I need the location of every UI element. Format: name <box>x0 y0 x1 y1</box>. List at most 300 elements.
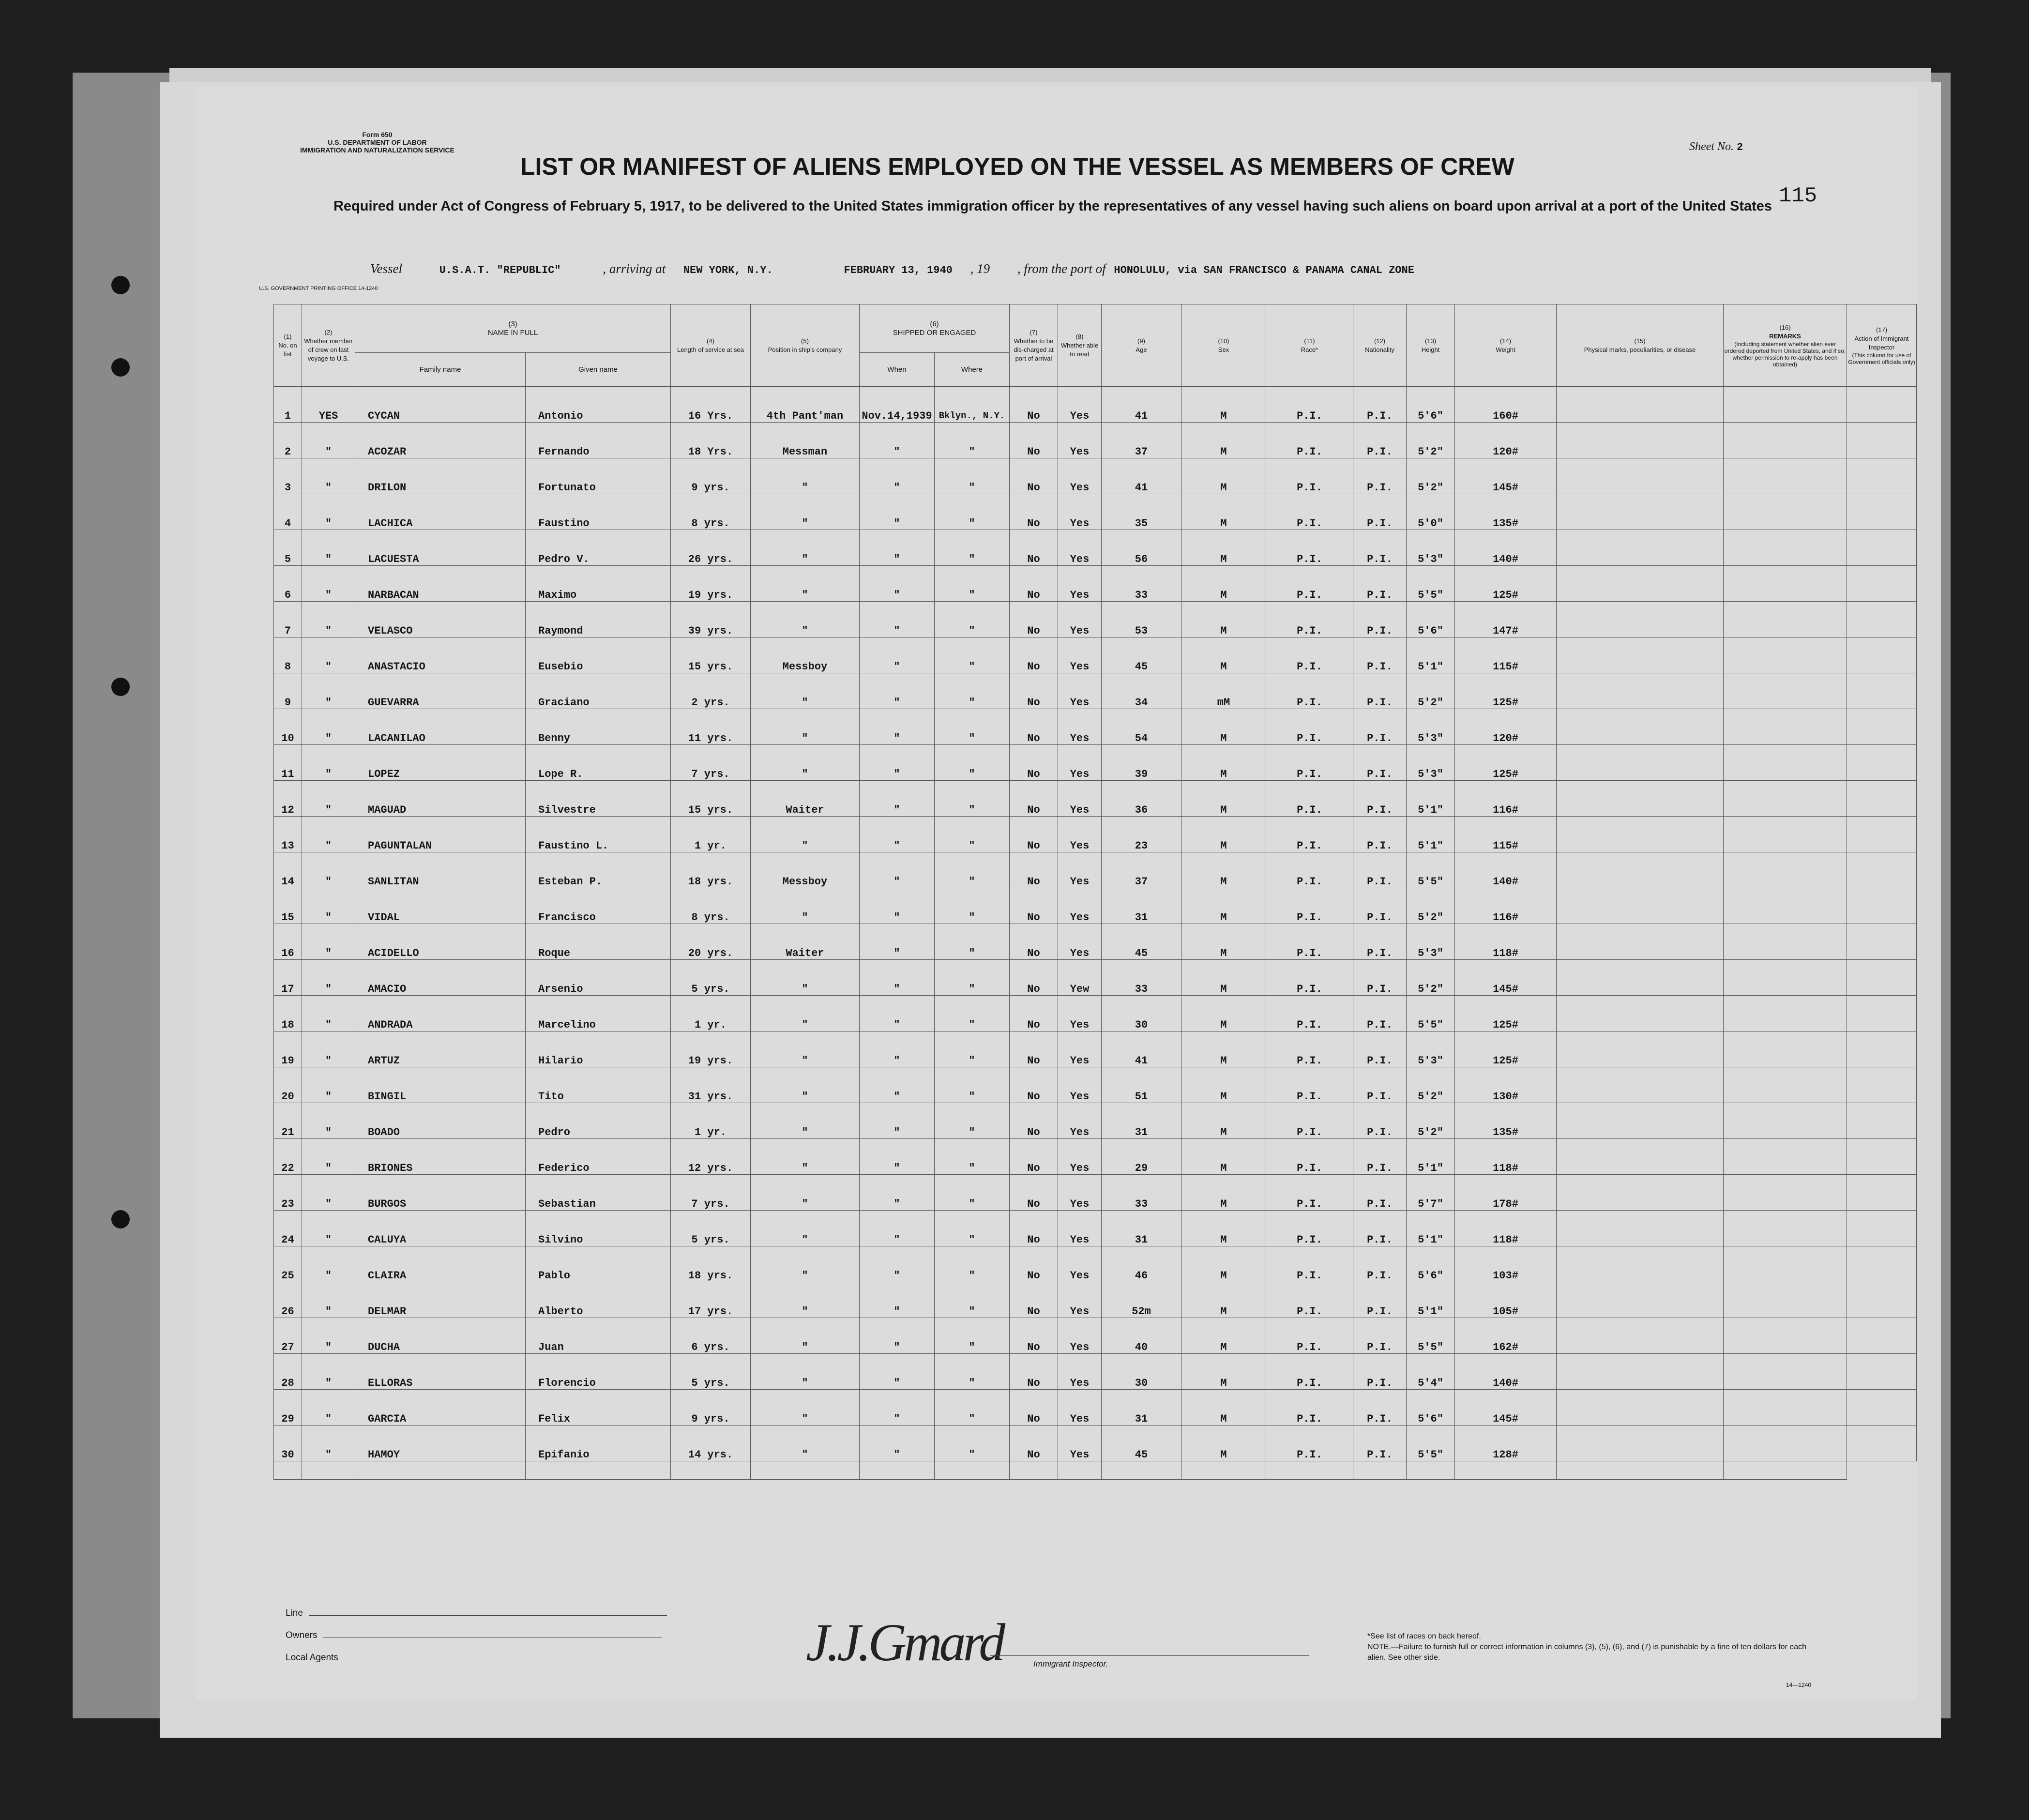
shipped-where-cell: " <box>935 1211 1010 1246</box>
discharged-cell: No <box>1010 1067 1058 1103</box>
table-row <box>274 673 1917 709</box>
nationality-cell: P.I. <box>1353 709 1407 745</box>
inspector-action-cell <box>1847 1390 1917 1426</box>
inspector-action-cell <box>1847 1318 1917 1354</box>
age-cell: 31 <box>1102 1390 1181 1426</box>
family-name-cell: ARTUZ <box>355 1031 526 1067</box>
nationality-cell: P.I. <box>1353 1282 1407 1318</box>
shipped-when-cell: " <box>860 1246 935 1282</box>
race-note: *See list of races on back hereof. <box>1367 1632 1481 1640</box>
vessel-label: Vessel <box>370 261 402 276</box>
able-to-read-cell: Yes <box>1058 673 1102 709</box>
inspector-action-cell <box>1847 423 1917 458</box>
shipped-where-cell: " <box>935 673 1010 709</box>
given-name-cell: Faustino L. <box>526 817 671 852</box>
row-number-cell: 7 <box>274 602 302 637</box>
race-cell: P.I. <box>1266 494 1353 530</box>
member-flag-cell: YES <box>302 387 355 423</box>
race-cell: P.I. <box>1266 1067 1353 1103</box>
remarks-cell <box>1724 1139 1847 1175</box>
sheet-label: Sheet No. <box>1689 140 1734 153</box>
height-cell: 5'6" <box>1407 1246 1455 1282</box>
discharged-cell: No <box>1010 1175 1058 1211</box>
row-number-cell: 17 <box>274 960 302 996</box>
shipped-when-cell: " <box>860 1318 935 1354</box>
header-row <box>274 304 1917 324</box>
discharged-cell: No <box>1010 1282 1058 1318</box>
inspector-action-cell <box>1847 530 1917 566</box>
service-length-cell: 6 yrs. <box>671 1318 751 1354</box>
able-to-read-cell: Yes <box>1058 494 1102 530</box>
member-flag-cell: " <box>302 888 355 924</box>
row-number-cell: 22 <box>274 1139 302 1175</box>
weight-cell: 160# <box>1455 387 1557 423</box>
position-cell: " <box>751 494 860 530</box>
weight-cell: 125# <box>1455 996 1557 1031</box>
member-flag-cell: " <box>302 1031 355 1067</box>
crew-rows <box>274 387 1917 1461</box>
height-cell: 5'3" <box>1407 924 1455 960</box>
age-cell: 36 <box>1102 781 1181 817</box>
row-number-cell: 19 <box>274 1031 302 1067</box>
sex-cell: M <box>1181 888 1266 924</box>
race-cell: P.I. <box>1266 852 1353 888</box>
race-cell: P.I. <box>1266 1282 1353 1318</box>
manifest-sheet <box>196 87 1917 1699</box>
shipped-when-cell: " <box>860 637 935 673</box>
nationality-cell: P.I. <box>1353 960 1407 996</box>
service-length-cell: 15 yrs. <box>671 637 751 673</box>
discharged-cell: No <box>1010 1031 1058 1067</box>
nationality-cell: P.I. <box>1353 1067 1407 1103</box>
nationality-cell: P.I. <box>1353 924 1407 960</box>
given-name-cell: Silvino <box>526 1211 671 1246</box>
height-cell: 5'0" <box>1407 494 1455 530</box>
col-height-header: (13) Height <box>1407 304 1455 387</box>
nationality-cell: P.I. <box>1353 1390 1407 1426</box>
position-cell: " <box>751 960 860 996</box>
row-number-cell: 2 <box>274 423 302 458</box>
remarks-cell <box>1724 1354 1847 1390</box>
sex-cell: M <box>1181 566 1266 602</box>
height-cell: 5'6" <box>1407 1390 1455 1426</box>
shipped-where-cell: Bklyn., N.Y. <box>935 387 1010 423</box>
family-name-cell: CLAIRA <box>355 1246 526 1282</box>
height-cell: 5'3" <box>1407 1031 1455 1067</box>
shipped-where-cell: " <box>935 1390 1010 1426</box>
position-cell: " <box>751 996 860 1031</box>
service-length-cell: 9 yrs. <box>671 458 751 494</box>
page-title: LIST OR MANIFEST OF ALIENS EMPLOYED ON THE VESSEL AS MEMBERS OF CREW <box>520 153 1514 180</box>
age-cell: 30 <box>1102 1354 1181 1390</box>
member-flag-cell: " <box>302 530 355 566</box>
nationality-cell: P.I. <box>1353 637 1407 673</box>
discharged-cell: No <box>1010 673 1058 709</box>
discharged-cell: No <box>1010 1211 1058 1246</box>
service-length-cell: 12 yrs. <box>671 1139 751 1175</box>
able-to-read-cell: Yes <box>1058 387 1102 423</box>
remarks-cell <box>1724 1426 1847 1461</box>
race-cell: P.I. <box>1266 566 1353 602</box>
weight-cell: 140# <box>1455 852 1557 888</box>
sex-cell: M <box>1181 1211 1266 1246</box>
member-flag-cell: " <box>302 852 355 888</box>
able-to-read-cell: Yes <box>1058 817 1102 852</box>
position-cell: " <box>751 673 860 709</box>
discharged-cell: No <box>1010 1139 1058 1175</box>
sex-cell: M <box>1181 1139 1266 1175</box>
weight-cell: 140# <box>1455 1354 1557 1390</box>
table-row <box>274 1282 1917 1318</box>
nationality-cell: P.I. <box>1353 530 1407 566</box>
able-to-read-cell: Yes <box>1058 852 1102 888</box>
height-cell: 5'2" <box>1407 1103 1455 1139</box>
given-name-cell: Faustino <box>526 494 671 530</box>
shipped-where-cell: " <box>935 494 1010 530</box>
sex-cell: M <box>1181 1246 1266 1282</box>
race-cell: P.I. <box>1266 996 1353 1031</box>
member-flag-cell: " <box>302 924 355 960</box>
row-number-cell: 29 <box>274 1390 302 1426</box>
able-to-read-cell: Yes <box>1058 1390 1102 1426</box>
inspector-action-cell <box>1847 494 1917 530</box>
service-length-cell: 26 yrs. <box>671 530 751 566</box>
able-to-read-cell: Yes <box>1058 888 1102 924</box>
height-cell: 5'1" <box>1407 1282 1455 1318</box>
weight-cell: 118# <box>1455 924 1557 960</box>
table-row <box>274 1175 1917 1211</box>
shipped-when-cell: " <box>860 1031 935 1067</box>
discharged-cell: No <box>1010 602 1058 637</box>
given-name-cell: Fernando <box>526 423 671 458</box>
physical-marks-cell <box>1557 1175 1724 1211</box>
row-number-cell: 18 <box>274 996 302 1031</box>
weight-cell: 178# <box>1455 1175 1557 1211</box>
shipped-where-cell: " <box>935 1282 1010 1318</box>
family-name-cell: MAGUAD <box>355 781 526 817</box>
shipped-when-cell: " <box>860 566 935 602</box>
height-cell: 5'1" <box>1407 637 1455 673</box>
discharged-cell: No <box>1010 1246 1058 1282</box>
member-flag-cell: " <box>302 1354 355 1390</box>
able-to-read-cell: Yew <box>1058 960 1102 996</box>
remarks-cell <box>1724 602 1847 637</box>
shipped-where-cell: " <box>935 1067 1010 1103</box>
given-name-cell: Esteban P. <box>526 852 671 888</box>
discharged-cell: No <box>1010 996 1058 1031</box>
able-to-read-cell: Yes <box>1058 1103 1102 1139</box>
race-cell: P.I. <box>1266 745 1353 781</box>
given-name-cell: Benny <box>526 709 671 745</box>
inspector-action-cell <box>1847 781 1917 817</box>
family-name-cell: ELLORAS <box>355 1354 526 1390</box>
footnotes <box>1367 1631 1817 1663</box>
shipped-when-cell: " <box>860 709 935 745</box>
weight-cell: 145# <box>1455 1390 1557 1426</box>
remarks-cell <box>1724 1031 1847 1067</box>
weight-cell: 125# <box>1455 673 1557 709</box>
able-to-read-cell: Yes <box>1058 1031 1102 1067</box>
shipped-where-cell: " <box>935 1175 1010 1211</box>
physical-marks-cell <box>1557 745 1724 781</box>
age-cell: 53 <box>1102 602 1181 637</box>
table-row <box>274 996 1917 1031</box>
race-cell: P.I. <box>1266 530 1353 566</box>
able-to-read-cell: Yes <box>1058 1282 1102 1318</box>
race-cell: P.I. <box>1266 1426 1353 1461</box>
table-row <box>274 387 1917 423</box>
given-name-cell: Silvestre <box>526 781 671 817</box>
table-row <box>274 530 1917 566</box>
from-label: , from the port of <box>1017 261 1106 276</box>
nationality-cell: P.I. <box>1353 1175 1407 1211</box>
height-cell: 5'3" <box>1407 530 1455 566</box>
shipped-where-cell: " <box>935 1354 1010 1390</box>
department-name: U.S. DEPARTMENT OF LABOR <box>328 138 427 146</box>
given-name-cell: Antonio <box>526 387 671 423</box>
service-length-cell: 7 yrs. <box>671 745 751 781</box>
service-length-cell: 15 yrs. <box>671 781 751 817</box>
discharged-cell: No <box>1010 781 1058 817</box>
nationality-cell: P.I. <box>1353 423 1407 458</box>
discharged-cell: No <box>1010 960 1058 996</box>
col-discharged-header: (7) Whether to be dis-charged at port of arrival <box>1010 304 1058 387</box>
race-cell: P.I. <box>1266 1211 1353 1246</box>
height-cell: 5'1" <box>1407 817 1455 852</box>
family-name-header: Family name <box>355 353 526 387</box>
discharged-cell: No <box>1010 1354 1058 1390</box>
table-row <box>274 1426 1917 1461</box>
race-cell: P.I. <box>1266 1246 1353 1282</box>
family-name-cell: VELASCO <box>355 602 526 637</box>
service-length-cell: 2 yrs. <box>671 673 751 709</box>
position-cell: " <box>751 1246 860 1282</box>
discharged-cell: No <box>1010 709 1058 745</box>
weight-cell: 145# <box>1455 960 1557 996</box>
inspector-action-cell <box>1847 602 1917 637</box>
shipped-when-cell: " <box>860 1354 935 1390</box>
weight-cell: 125# <box>1455 566 1557 602</box>
arriving-label: , arriving at <box>603 261 666 276</box>
col-position-header: (5) Position in ship's company <box>751 304 860 387</box>
shipped-when-cell: " <box>860 888 935 924</box>
physical-marks-cell <box>1557 817 1724 852</box>
given-name-cell: Pedro <box>526 1103 671 1139</box>
age-cell: 41 <box>1102 1031 1181 1067</box>
shipped-when-cell: " <box>860 1282 935 1318</box>
family-name-cell: DELMAR <box>355 1282 526 1318</box>
weight-cell: 147# <box>1455 602 1557 637</box>
inspector-action-cell <box>1847 1103 1917 1139</box>
table-row <box>274 745 1917 781</box>
race-cell: P.I. <box>1266 602 1353 637</box>
sex-cell: M <box>1181 781 1266 817</box>
height-cell: 5'5" <box>1407 996 1455 1031</box>
able-to-read-cell: Yes <box>1058 924 1102 960</box>
service-length-cell: 8 yrs. <box>671 494 751 530</box>
remarks-cell <box>1724 566 1847 602</box>
remarks-cell <box>1724 1390 1847 1426</box>
position-cell: " <box>751 1211 860 1246</box>
member-flag-cell: " <box>302 1426 355 1461</box>
nationality-cell: P.I. <box>1353 1103 1407 1139</box>
col-marks-header: (15) Physical marks, peculiarities, or disease <box>1557 304 1724 387</box>
age-cell: 45 <box>1102 637 1181 673</box>
physical-marks-cell <box>1557 494 1724 530</box>
able-to-read-cell: Yes <box>1058 458 1102 494</box>
sex-cell: M <box>1181 530 1266 566</box>
discharged-cell: No <box>1010 458 1058 494</box>
row-number-cell: 6 <box>274 566 302 602</box>
physical-marks-cell <box>1557 960 1724 996</box>
shipped-when-cell: " <box>860 745 935 781</box>
col-weight-header: (14) Weight <box>1455 304 1557 387</box>
physical-marks-cell <box>1557 888 1724 924</box>
nationality-cell: P.I. <box>1353 1031 1407 1067</box>
member-flag-cell: " <box>302 423 355 458</box>
inspector-action-cell <box>1847 566 1917 602</box>
height-cell: 5'1" <box>1407 1211 1455 1246</box>
table-row <box>274 637 1917 673</box>
shipped-where-cell: " <box>935 1426 1010 1461</box>
height-cell: 5'2" <box>1407 423 1455 458</box>
position-cell: 4th Pant'man <box>751 387 860 423</box>
physical-marks-cell <box>1557 1103 1724 1139</box>
sex-cell: M <box>1181 960 1266 996</box>
row-number-cell: 25 <box>274 1246 302 1282</box>
remarks-cell <box>1724 387 1847 423</box>
nationality-cell: P.I. <box>1353 494 1407 530</box>
row-number-cell: 26 <box>274 1282 302 1318</box>
inspector-action-cell <box>1847 924 1917 960</box>
position-cell: " <box>751 745 860 781</box>
inspector-action-cell <box>1847 637 1917 673</box>
given-name-cell: Federico <box>526 1139 671 1175</box>
physical-marks-cell <box>1557 566 1724 602</box>
weight-cell: 135# <box>1455 494 1557 530</box>
family-name-cell: GARCIA <box>355 1390 526 1426</box>
race-cell: P.I. <box>1266 888 1353 924</box>
position-cell: Waiter <box>751 924 860 960</box>
nationality-cell: P.I. <box>1353 673 1407 709</box>
family-name-cell: CYCAN <box>355 387 526 423</box>
shipped-where-cell: " <box>935 888 1010 924</box>
footer-labels <box>286 1602 667 1669</box>
member-flag-cell: " <box>302 458 355 494</box>
physical-marks-cell <box>1557 1354 1724 1390</box>
table-row <box>274 1103 1917 1139</box>
family-name-cell: DRILON <box>355 458 526 494</box>
nationality-cell: P.I. <box>1353 1211 1407 1246</box>
shipped-where-cell: " <box>935 1103 1010 1139</box>
table-row <box>274 1067 1917 1103</box>
row-number-cell: 11 <box>274 745 302 781</box>
col-action-header: (17) Action of Immigrant Inspector (This column for use of Government officials only) <box>1847 304 1917 387</box>
table-row <box>274 494 1917 530</box>
table-row <box>274 960 1917 996</box>
race-cell: P.I. <box>1266 817 1353 852</box>
discharged-cell: No <box>1010 494 1058 530</box>
row-number-cell: 12 <box>274 781 302 817</box>
position-cell: " <box>751 530 860 566</box>
physical-marks-cell <box>1557 781 1724 817</box>
member-flag-cell: " <box>302 494 355 530</box>
given-name-cell: Florencio <box>526 1354 671 1390</box>
shipped-when-cell: " <box>860 1426 935 1461</box>
able-to-read-cell: Yes <box>1058 1318 1102 1354</box>
row-number-cell: 23 <box>274 1175 302 1211</box>
nationality-cell: P.I. <box>1353 1354 1407 1390</box>
page-number: 115 <box>1779 184 1817 208</box>
col-race-header: (11) Race* <box>1266 304 1353 387</box>
shipped-when-cell: " <box>860 817 935 852</box>
able-to-read-cell: Yes <box>1058 1211 1102 1246</box>
member-flag-cell: " <box>302 1175 355 1211</box>
nationality-cell: P.I. <box>1353 996 1407 1031</box>
remarks-cell <box>1724 924 1847 960</box>
inspector-action-cell <box>1847 1175 1917 1211</box>
inspector-action-cell <box>1847 960 1917 996</box>
height-cell: 5'1" <box>1407 781 1455 817</box>
shipped-when-cell: " <box>860 673 935 709</box>
race-cell: P.I. <box>1266 1390 1353 1426</box>
discharged-cell: No <box>1010 1103 1058 1139</box>
row-number-cell: 9 <box>274 673 302 709</box>
sex-cell: M <box>1181 1390 1266 1426</box>
row-number-cell: 16 <box>274 924 302 960</box>
race-cell: P.I. <box>1266 709 1353 745</box>
age-cell: 41 <box>1102 458 1181 494</box>
member-flag-cell: " <box>302 817 355 852</box>
inspector-action-cell <box>1847 387 1917 423</box>
weight-cell: 115# <box>1455 637 1557 673</box>
position-cell: Waiter <box>751 781 860 817</box>
member-flag-cell: " <box>302 1246 355 1282</box>
given-name-cell: Tito <box>526 1067 671 1103</box>
col-age-header: (9) Age <box>1102 304 1181 387</box>
service-length-cell: 11 yrs. <box>671 709 751 745</box>
position-cell: " <box>751 1103 860 1139</box>
given-name-cell: Juan <box>526 1318 671 1354</box>
sex-cell: M <box>1181 494 1266 530</box>
race-cell: P.I. <box>1266 458 1353 494</box>
sex-cell: M <box>1181 817 1266 852</box>
remarks-cell <box>1724 996 1847 1031</box>
row-number-cell: 13 <box>274 817 302 852</box>
col-member-header: (2) Whether member of crew on last voyage to U.S. <box>302 304 355 387</box>
member-flag-cell: " <box>302 602 355 637</box>
age-cell: 37 <box>1102 852 1181 888</box>
remarks-cell <box>1724 1103 1847 1139</box>
inspector-action-cell <box>1847 673 1917 709</box>
nationality-cell: P.I. <box>1353 888 1407 924</box>
race-cell: P.I. <box>1266 387 1353 423</box>
race-cell: P.I. <box>1266 781 1353 817</box>
discharged-cell: No <box>1010 566 1058 602</box>
height-cell: 5'3" <box>1407 709 1455 745</box>
position-cell: " <box>751 1426 860 1461</box>
height-cell: 5'3" <box>1407 745 1455 781</box>
position-cell: " <box>751 888 860 924</box>
family-name-cell: LACHICA <box>355 494 526 530</box>
punch-hole <box>111 678 130 696</box>
row-number-cell: 8 <box>274 637 302 673</box>
position-cell: Messboy <box>751 637 860 673</box>
remarks-cell <box>1724 709 1847 745</box>
family-name-cell: DUCHA <box>355 1318 526 1354</box>
height-cell: 5'2" <box>1407 458 1455 494</box>
race-cell: P.I. <box>1266 673 1353 709</box>
